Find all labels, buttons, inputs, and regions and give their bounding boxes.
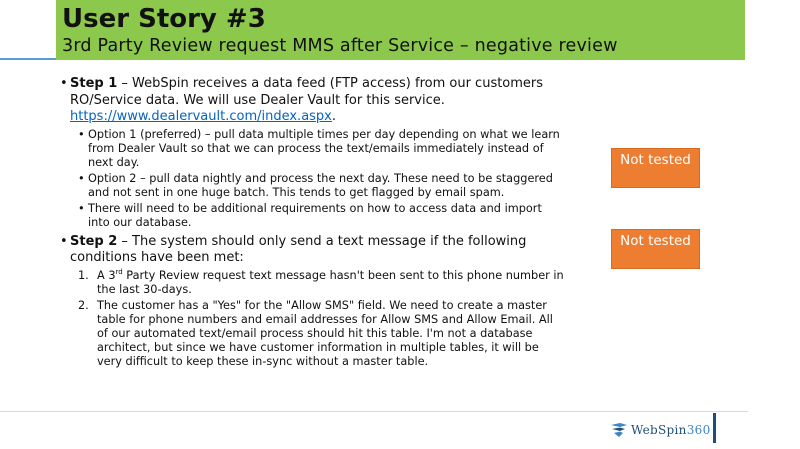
item-number: 1. <box>78 268 89 282</box>
step-1-label: Step 1 <box>70 76 118 91</box>
bullet-icon: • <box>78 127 85 141</box>
footer-accent-bar <box>713 413 716 443</box>
step-2 <box>60 234 565 267</box>
list-item <box>78 299 565 369</box>
bullet-icon: • <box>60 233 68 249</box>
list-item <box>78 202 565 230</box>
slide-title: User Story #3 <box>62 4 266 34</box>
slide-subtitle: 3rd Party Review request MMS after Service – negative review <box>62 36 618 56</box>
list-item <box>78 172 565 200</box>
logo-text <box>631 423 711 437</box>
item-number: 2. <box>78 298 89 312</box>
option-text: Option 2 – pull data nightly and process the next day. These need to be staggered and not sent in one huge batch. This tends to get flagged by email spam. <box>88 171 553 199</box>
slide-body <box>60 76 565 371</box>
logo-text-main: WebSpin <box>631 423 687 437</box>
option-text: Option 1 (preferred) – pull data multiple times per day depending on what we learn from Dealer Vault so that we can process the text/emails immediately instead of next day. <box>88 127 560 169</box>
ordinal-suffix: rd <box>115 267 123 276</box>
condition-text-post: Party Review request text message hasn't been sent to this phone number in the last 30-days. <box>97 268 564 296</box>
step-1 <box>60 76 565 126</box>
bullet-icon: • <box>60 76 68 91</box>
bullet-icon: • <box>78 201 85 215</box>
webspin-logo <box>610 421 711 439</box>
logo-text-number: 360 <box>686 423 711 437</box>
step-1-link-suffix: . <box>331 109 337 124</box>
bullet-icon: • <box>78 171 85 185</box>
step-2-conditions <box>78 269 565 369</box>
step-1-options <box>78 128 565 230</box>
dealer-vault-link[interactable]: https://www.dealervault.com/index.aspx <box>70 109 332 124</box>
condition-text-pre: A 3 <box>97 268 116 282</box>
status-badge: Not tested <box>611 148 700 188</box>
step-2-label: Step 2 <box>70 233 118 249</box>
list-item <box>78 128 565 170</box>
condition-text: The customer has a "Yes" for the "Allow SMS" field. We need to create a master table for phone numbers and email addresses for Allow SMS and Allow Email. All of our automated text/email process should hit this table. I'm not a database architect, but since we have customer information in multiple tables, it will be very difficult to keep these in-sync without a master table. <box>97 298 553 368</box>
header-left-rule <box>0 58 56 60</box>
step-1-text: – WebSpin receives a data feed (FTP access) from our customers RO/Service data. We will use Dealer Vault for this service. <box>70 76 544 108</box>
list-item <box>78 269 565 297</box>
footer-divider <box>0 411 748 412</box>
option-text: There will need to be additional requirements on how to access data and import into our database. <box>88 201 542 229</box>
step-2-text: – The system should only send a text message if the following conditions have been met: <box>70 233 527 265</box>
webspin-logo-icon <box>610 422 628 438</box>
slide-header <box>56 0 745 60</box>
status-badge: Not tested <box>611 229 700 269</box>
